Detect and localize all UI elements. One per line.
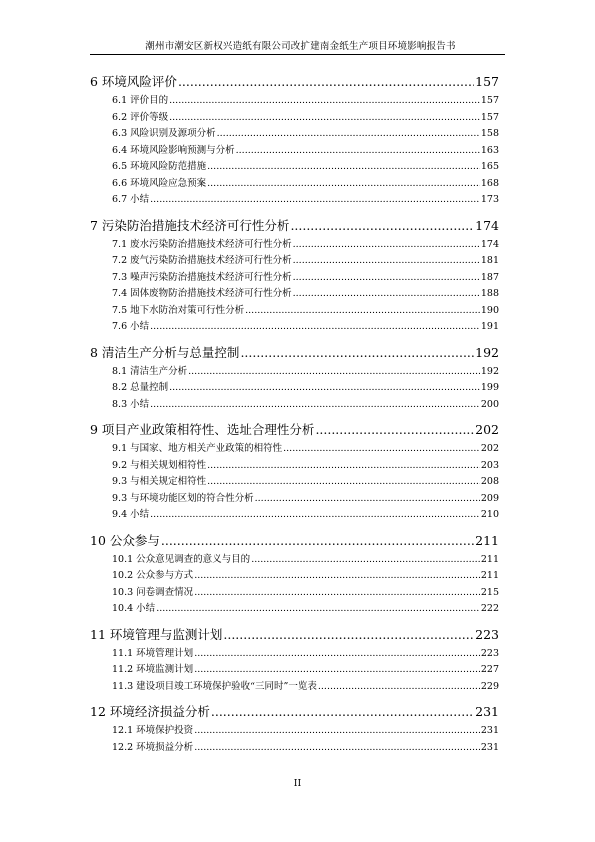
toc-section-page: 174 xyxy=(480,238,499,250)
toc-chapter-page: 192 xyxy=(475,344,499,360)
toc-chapter-page: 157 xyxy=(475,74,499,89)
toc-section-entry[interactable] xyxy=(112,396,499,413)
toc-chapter-title: 11 环境管理与监测计划 xyxy=(90,626,223,642)
toc-section-page: 231 xyxy=(480,741,499,753)
toc-section-title: 10.4 小结 xyxy=(112,603,156,614)
toc-section-title: 10.1 公众意见调查的意义与目的 xyxy=(112,553,251,565)
dot-leader xyxy=(290,218,474,233)
toc-chapter-title: 8 清洁生产分析与总量控制 xyxy=(90,344,240,360)
dot-leader xyxy=(169,382,480,393)
dot-leader xyxy=(293,272,480,283)
toc-section-entry[interactable] xyxy=(112,92,499,109)
toc-section-page: 203 xyxy=(480,459,499,471)
dot-leader xyxy=(236,145,480,156)
dot-leader xyxy=(150,399,480,410)
toc-section-page: 181 xyxy=(480,255,499,266)
toc-chapter-entry[interactable] xyxy=(90,72,499,92)
toc-section-page: 223 xyxy=(480,647,499,659)
dot-leader xyxy=(169,95,480,106)
dot-leader xyxy=(188,366,480,377)
dot-leader xyxy=(161,533,474,548)
toc-section-page: 163 xyxy=(480,144,499,156)
dot-leader xyxy=(207,161,480,172)
toc-section-page: 229 xyxy=(480,680,499,692)
toc-section-title: 9.3 与相关规定相符性 xyxy=(112,476,207,487)
dot-leader xyxy=(223,627,474,642)
toc-section-title: 7.6 小结 xyxy=(112,321,150,332)
dot-leader xyxy=(315,422,474,437)
toc-section-title: 7.4 固体废物防治措施技术经济可行性分析 xyxy=(112,288,292,299)
toc-section-title: 7.1 废水污染防治措施技术经济可行性分析 xyxy=(112,238,292,250)
toc-section-page: 208 xyxy=(480,476,499,487)
dot-leader xyxy=(150,194,480,205)
toc-chapter-page: 231 xyxy=(475,704,499,719)
toc-section-page: 202 xyxy=(480,443,499,454)
toc-section-page: 209 xyxy=(480,492,499,504)
dot-leader xyxy=(251,554,480,565)
toc-section-title: 6.4 环境风险影响预测与分析 xyxy=(112,144,235,156)
toc-section-entry[interactable] xyxy=(112,457,499,474)
toc-section-entry[interactable] xyxy=(112,318,499,335)
toc-section-title: 9.1 与国家、地方相关产业政策的相符性 xyxy=(112,443,283,454)
dot-leader xyxy=(245,305,480,316)
toc-section-entry[interactable] xyxy=(112,125,499,142)
toc-section-title: 9.4 小结 xyxy=(112,509,150,520)
toc-section-page: 187 xyxy=(480,271,499,283)
table-of-contents xyxy=(90,72,499,755)
toc-section-page: 157 xyxy=(480,111,499,123)
toc-chapter-page: 174 xyxy=(475,217,499,233)
toc-section-entry[interactable] xyxy=(112,473,499,490)
toc-section-entry[interactable] xyxy=(112,142,499,159)
toc-section-entry[interactable] xyxy=(112,490,499,507)
dot-leader xyxy=(255,493,480,504)
toc-section-entry[interactable] xyxy=(112,175,499,192)
dot-leader xyxy=(240,345,474,360)
toc-section-entry[interactable] xyxy=(112,363,499,380)
toc-chapter-entry[interactable] xyxy=(90,625,499,645)
toc-section-title: 6.1 评价目的 xyxy=(112,95,169,106)
toc-section-entry[interactable] xyxy=(112,506,499,523)
toc-chapter-title: 7 污染防治措施技术经济可行性分析 xyxy=(90,217,290,233)
toc-section-page: 231 xyxy=(480,725,499,736)
toc-section-entry[interactable] xyxy=(112,722,499,739)
dot-leader xyxy=(207,460,480,471)
toc-section-entry[interactable] xyxy=(112,584,499,601)
toc-section-title: 9.2 与相关规划相符性 xyxy=(112,459,207,471)
dot-leader xyxy=(156,603,480,614)
toc-section-page: 192 xyxy=(480,365,499,377)
toc-section-page: 190 xyxy=(480,304,499,316)
toc-section-title: 8.1 清洁生产分析 xyxy=(112,365,188,377)
dot-leader xyxy=(217,128,480,139)
toc-section-title: 6.7 小结 xyxy=(112,194,150,205)
toc-section-page: 173 xyxy=(480,194,499,205)
toc-section-entry[interactable] xyxy=(112,109,499,126)
page-number: II xyxy=(293,778,302,789)
dot-leader xyxy=(150,509,480,520)
toc-section-page: 211 xyxy=(480,553,499,565)
toc-section-page: 211 xyxy=(480,570,499,581)
toc-section-entry[interactable] xyxy=(112,678,499,695)
toc-section-title: 6.2 评价等级 xyxy=(112,111,169,123)
toc-section-entry[interactable] xyxy=(112,302,499,319)
dot-leader xyxy=(194,648,480,659)
toc-section-title: 12.1 环境保护投资 xyxy=(112,725,194,736)
toc-section-page: 200 xyxy=(480,398,499,410)
toc-section-page: 199 xyxy=(480,382,499,393)
toc-section-entry[interactable] xyxy=(112,236,499,253)
dot-leader xyxy=(293,239,480,250)
toc-section-page: 157 xyxy=(480,95,499,106)
dot-leader xyxy=(194,742,480,753)
toc-section-title: 7.5 地下水防治对策可行性分析 xyxy=(112,304,245,316)
toc-section-entry[interactable] xyxy=(112,661,499,678)
toc-section-page: 165 xyxy=(480,161,499,172)
toc-section-entry[interactable] xyxy=(112,600,499,617)
dot-leader xyxy=(211,704,474,719)
toc-chapter-entry[interactable] xyxy=(90,702,499,722)
dot-leader xyxy=(194,570,480,581)
dot-leader xyxy=(293,288,480,299)
toc-section-entry[interactable] xyxy=(112,567,499,584)
toc-section-page: 158 xyxy=(480,128,499,139)
toc-section-entry[interactable] xyxy=(112,645,499,662)
toc-section-title: 12.2 环境损益分析 xyxy=(112,741,194,753)
toc-chapter-page: 202 xyxy=(475,422,499,437)
toc-section-title: 7.2 废气污染防治措施技术经济可行性分析 xyxy=(112,255,292,266)
toc-section-title: 11.3 建设项目竣工环境保护验收“三同时”一览表 xyxy=(112,680,317,692)
dot-leader xyxy=(194,725,480,736)
toc-chapter-title: 12 环境经济损益分析 xyxy=(90,704,210,719)
toc-section-page: 210 xyxy=(480,509,499,520)
toc-chapter-page: 223 xyxy=(475,626,499,642)
toc-section-title: 8.3 小结 xyxy=(112,398,150,410)
toc-chapter-entry[interactable] xyxy=(90,420,499,440)
toc-section-title: 8.2 总量控制 xyxy=(112,382,169,393)
toc-chapter-page: 211 xyxy=(475,532,499,548)
toc-chapter-title: 6 环境风险评价 xyxy=(90,74,177,89)
header-rule xyxy=(90,54,505,55)
toc-chapter-entry[interactable] xyxy=(90,531,499,551)
toc-section-title: 11.1 环境管理计划 xyxy=(112,647,194,659)
toc-section-entry[interactable] xyxy=(112,191,499,208)
dot-leader xyxy=(207,178,480,189)
toc-section-title: 6.3 风险识别及源项分析 xyxy=(112,128,216,139)
toc-chapter-entry[interactable] xyxy=(90,216,499,236)
dot-leader xyxy=(207,476,480,487)
dot-leader xyxy=(178,74,474,89)
toc-section-entry[interactable] xyxy=(112,739,499,756)
toc-section-page: 188 xyxy=(480,288,499,299)
toc-section-page: 168 xyxy=(480,177,499,189)
dot-leader xyxy=(194,587,480,598)
dot-leader xyxy=(169,112,480,123)
toc-section-page: 215 xyxy=(480,586,499,598)
dot-leader xyxy=(293,255,480,266)
toc-section-entry[interactable] xyxy=(112,285,499,302)
toc-section-title: 11.2 环境监测计划 xyxy=(112,664,194,675)
toc-section-entry[interactable] xyxy=(112,440,499,457)
toc-section-title: 6.5 环境风险防范措施 xyxy=(112,161,207,172)
toc-section-title: 10.3 问卷调查情况 xyxy=(112,586,194,598)
dot-leader xyxy=(194,664,480,675)
toc-section-page: 227 xyxy=(480,664,499,675)
toc-section-page: 191 xyxy=(480,321,499,332)
dot-leader xyxy=(318,681,480,692)
toc-section-entry[interactable] xyxy=(112,379,499,396)
dot-leader xyxy=(283,443,480,454)
toc-chapter-entry[interactable] xyxy=(90,343,499,363)
toc-section-entry[interactable] xyxy=(112,252,499,269)
toc-section-entry[interactable] xyxy=(112,551,499,568)
toc-section-title: 6.6 环境风险应急预案 xyxy=(112,177,207,189)
toc-section-title: 10.2 公众参与方式 xyxy=(112,570,194,581)
toc-section-entry[interactable] xyxy=(112,158,499,175)
toc-section-title: 9.3 与环境功能区划的符合性分析 xyxy=(112,492,254,504)
toc-section-entry[interactable] xyxy=(112,269,499,286)
toc-section-page: 222 xyxy=(480,603,499,614)
toc-chapter-title: 10 公众参与 xyxy=(90,532,160,548)
dot-leader xyxy=(150,321,480,332)
toc-chapter-title: 9 项目产业政策相符性、选址合理性分析 xyxy=(90,422,315,437)
page-header: 潮州市潮安区新权兴造纸有限公司改扩建南金纸生产项目环境影响报告书 xyxy=(145,41,456,52)
toc-section-title: 7.3 噪声污染防治措施技术经济可行性分析 xyxy=(112,271,292,283)
